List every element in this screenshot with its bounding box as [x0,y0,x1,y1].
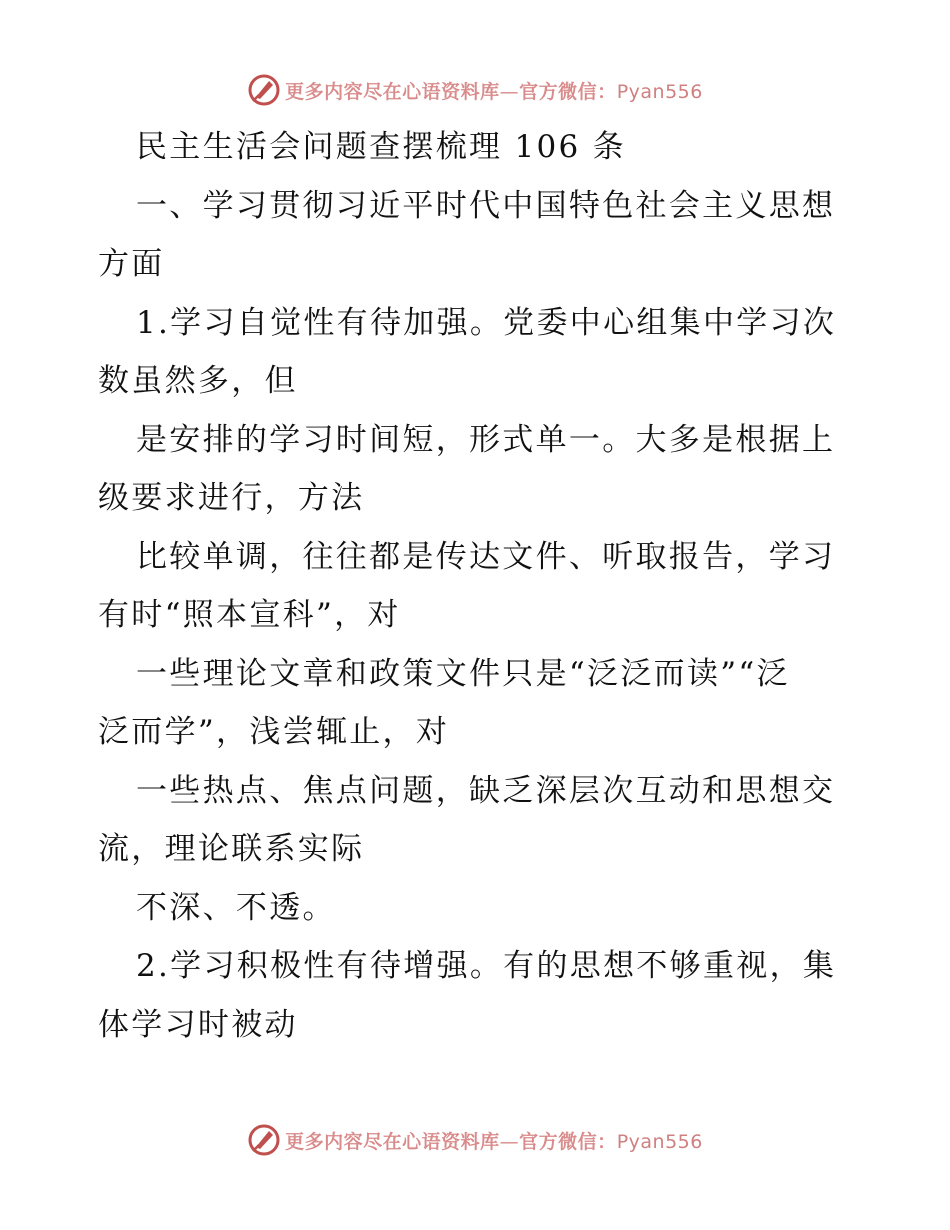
header-watermark [0,70,950,110]
text-line: 数虽然多，但 [98,363,298,399]
text-line: 不深、不透。 [136,889,336,926]
section-heading: 一、学习贯彻习近平时代中国特色社会主义思想 [136,187,836,224]
text-line: 一些理论文章和政策文件只是“泛泛而读”“泛 [136,655,790,692]
text-line: 2.学习积极性有待增强。有的思想不够重视，集 [136,948,837,984]
text-line: 体学习时被动 [98,1006,298,1043]
document-title: 民主生活会问题查摆梳理 106 条 [136,129,626,165]
text-line: 1.学习自觉性有待加强。党委中心组集中学习次 [136,304,837,341]
text-line: 泛而学”，浅尝辄止，对 [98,714,450,750]
text-line: 方面 [98,246,165,282]
watermark-text: 更多内容尽在心语资料库—官方微信：Pyan556 [285,80,703,103]
watermark-text: 更多内容尽在心语资料库—官方微信：Pyan556 [285,1130,703,1153]
text-line: 流，理论联系实际 [98,831,365,867]
text-line: 一些热点、焦点问题，缺乏深层次互动和思想交 [136,772,836,809]
text-line: 是安排的学习时间短，形式单一。大多是根据上 [136,421,836,458]
text-line: 比较单调，往往都是传达文件、听取报告，学习 [136,538,836,575]
footer-watermark [0,1120,950,1160]
document-body [98,118,852,1054]
text-line: 有时“照本宣科”，对 [98,597,401,633]
quill-seal-icon [247,73,281,107]
quill-seal-icon [247,1123,281,1157]
text-line: 级要求进行，方法 [98,480,365,516]
